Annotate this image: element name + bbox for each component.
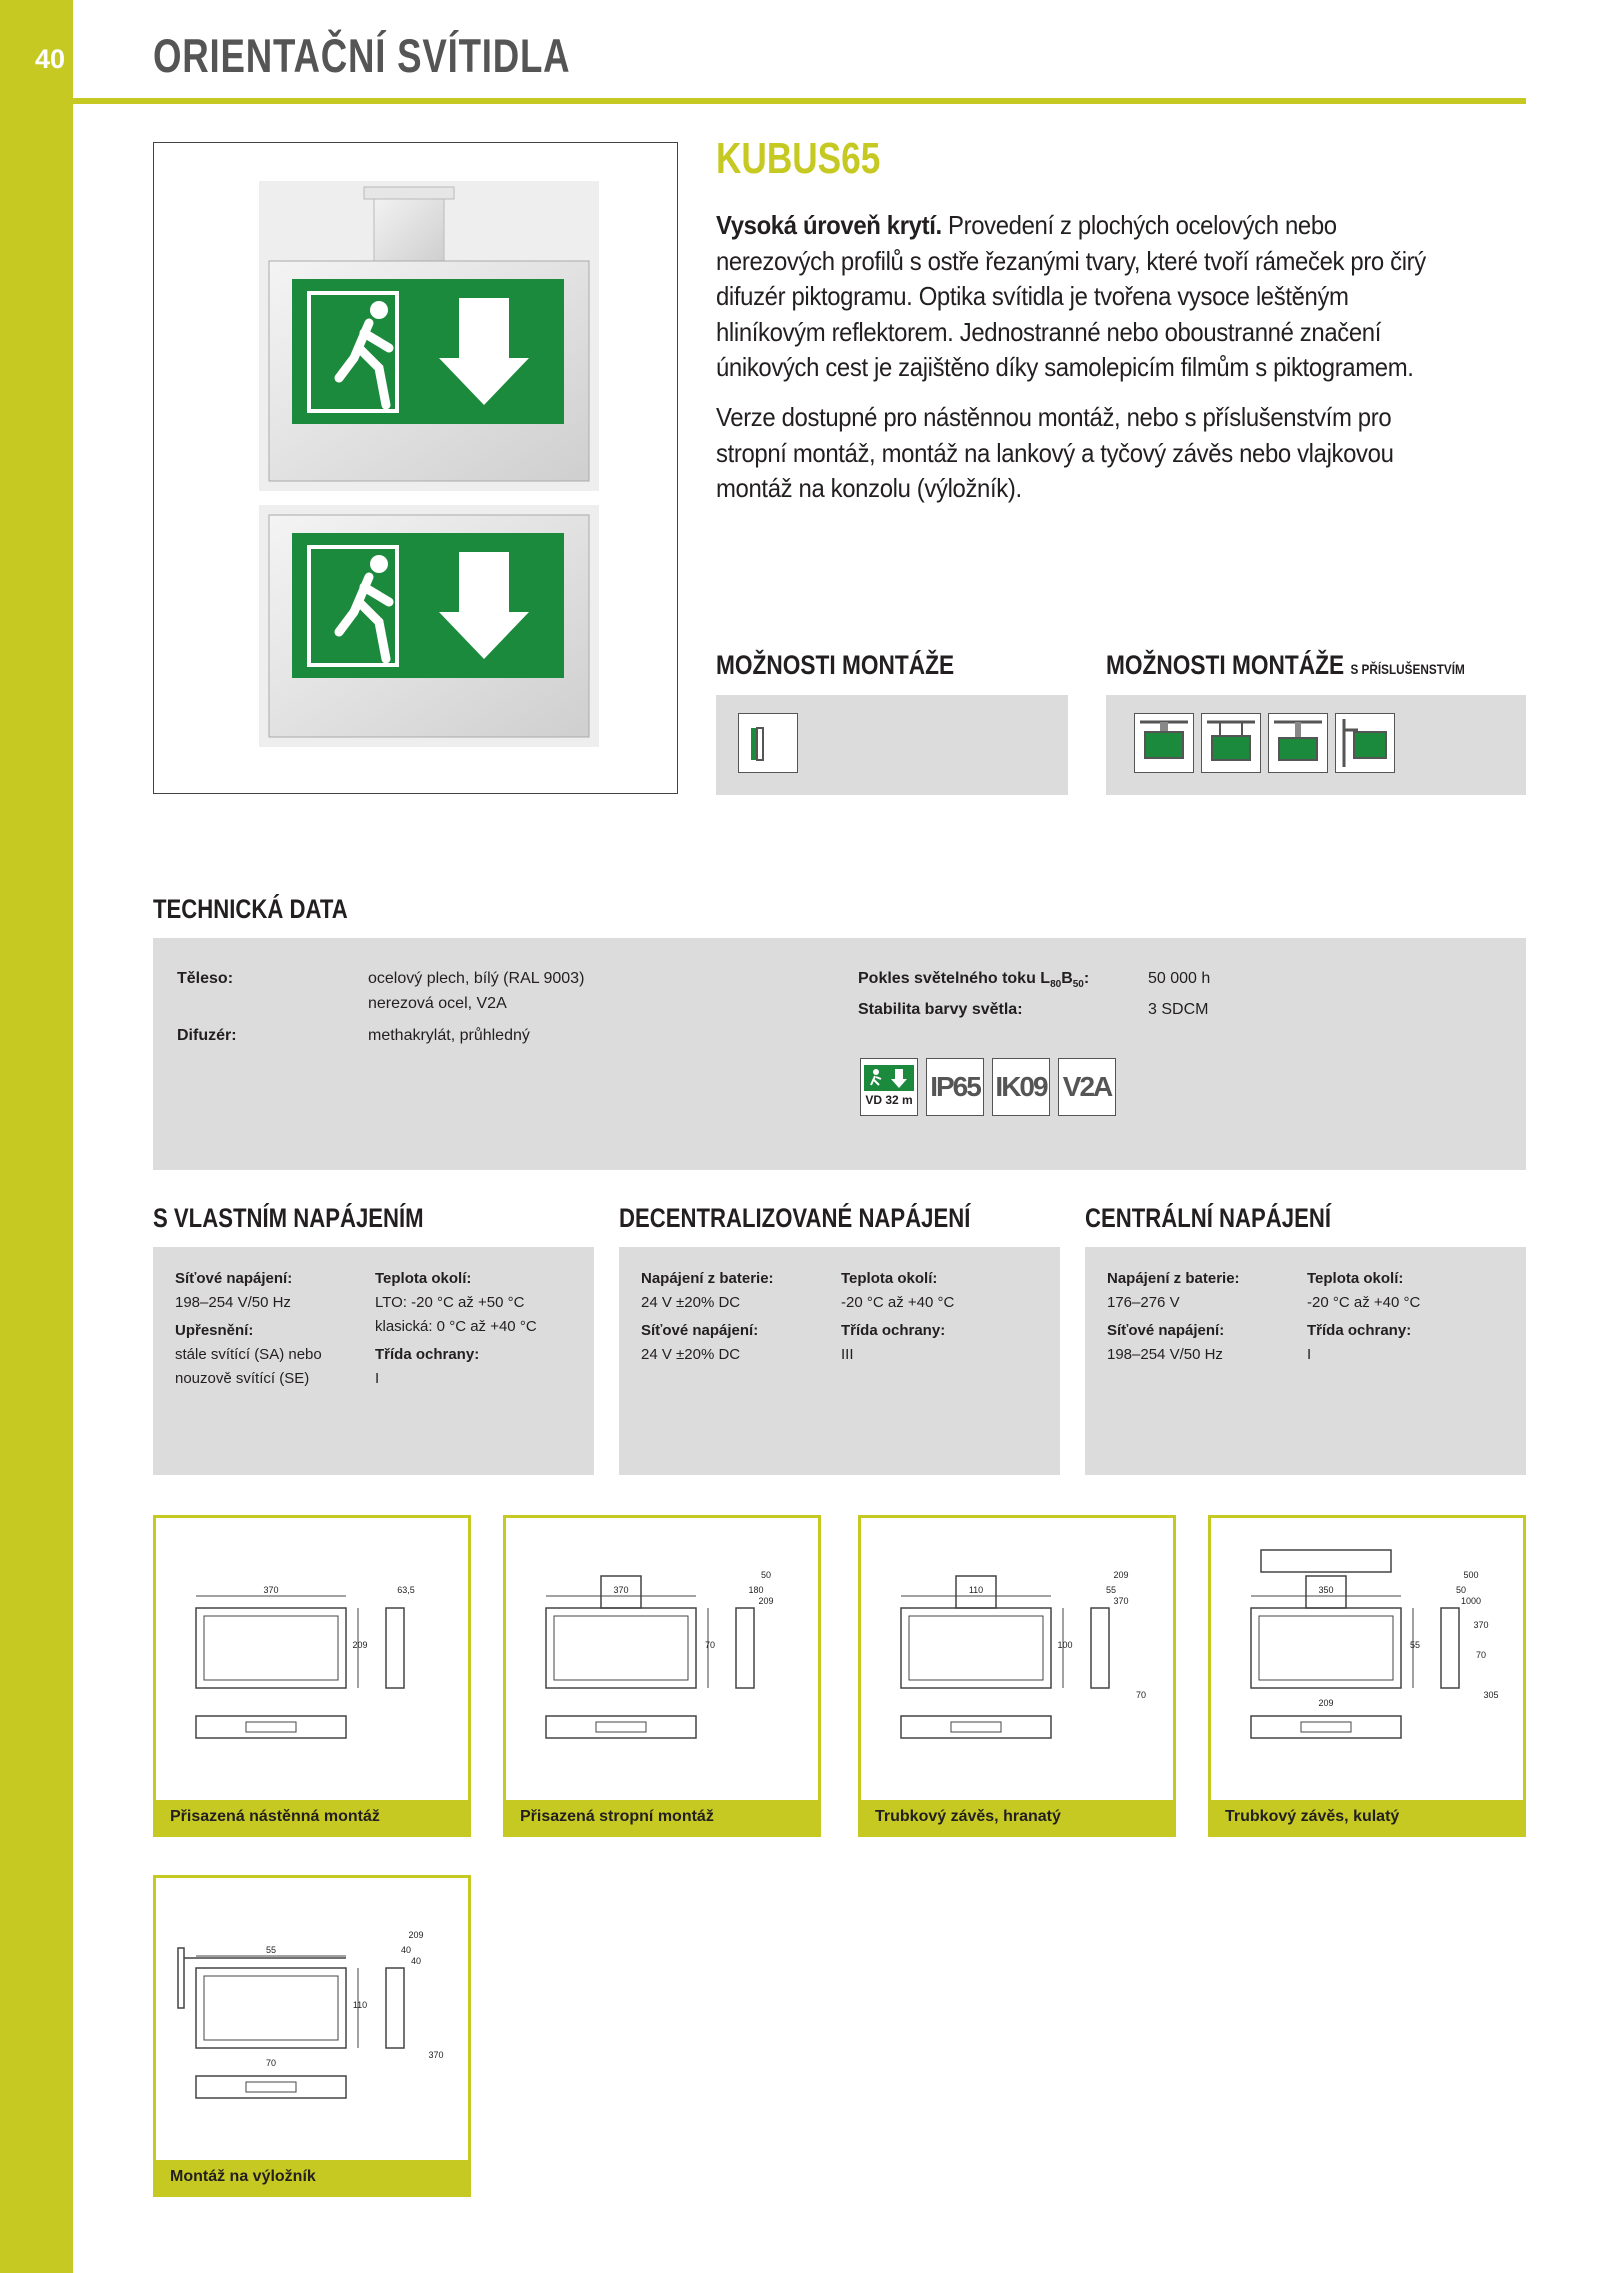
supply-value: III bbox=[841, 1346, 854, 1363]
mounting-accessory-suffix: S PŘÍSLUŠENSTVÍM bbox=[1350, 661, 1465, 677]
dimension-label: 70 bbox=[265, 2058, 277, 2068]
supply-value: stále svítící (SA) nebo bbox=[175, 1346, 322, 1363]
flux-label: Pokles světelného toku $L_{80}B_{50}$: bbox=[858, 970, 1090, 991]
visibility-distance-badge bbox=[860, 1058, 918, 1116]
dimension-label: 209 bbox=[352, 1640, 368, 1650]
supply-value: 198–254 V/50 Hz bbox=[175, 1294, 291, 1311]
dimension-label: 350 bbox=[1318, 1585, 1334, 1595]
dimension-label: 1000 bbox=[1460, 1596, 1482, 1606]
dimension-label: 370 bbox=[1473, 1620, 1489, 1630]
product-description bbox=[716, 208, 1443, 521]
ik-rating-badge: IK09 bbox=[992, 1058, 1050, 1116]
dimension-label: 305 bbox=[1483, 1690, 1499, 1700]
color-stability-value: 3 SDCM bbox=[1148, 1001, 1209, 1018]
dimension-drawing bbox=[1211, 1518, 1523, 1800]
supply-value: klasická: 0 °C až +40 °C bbox=[375, 1318, 537, 1335]
mounting-drawing bbox=[858, 1515, 1176, 1837]
dimension-label: 40 bbox=[410, 1956, 422, 1966]
dimension-label: 70 bbox=[1135, 1690, 1147, 1700]
steel-grade-badge: V2A bbox=[1058, 1058, 1116, 1116]
supply-label: Teplota okolí: bbox=[375, 1270, 472, 1287]
dimension-label: 110 bbox=[968, 1585, 984, 1595]
drawing-caption: Trubkový závěs, hranatý bbox=[861, 1800, 1173, 1834]
body-label: Těleso: bbox=[177, 970, 234, 987]
ip-rating-badge: IP65 bbox=[926, 1058, 984, 1116]
tech-data-box bbox=[153, 938, 1526, 1170]
supply-value: 24 V ±20% DC bbox=[641, 1346, 741, 1363]
supply-label: Síťové napájení: bbox=[175, 1270, 293, 1287]
dimension-label: 70 bbox=[1475, 1650, 1487, 1660]
mounting-accessory-title: MOŽNOSTI MONTÁŽE S PŘÍSLUŠENSTVÍM bbox=[1106, 650, 1465, 680]
visibility-distance-text: VD 32 m bbox=[865, 1093, 913, 1107]
dimension-label: 209 bbox=[1318, 1698, 1334, 1708]
supply-label: Upřesnění: bbox=[175, 1322, 254, 1339]
supply-label: Třída ochrany: bbox=[841, 1322, 946, 1339]
dimension-drawing bbox=[861, 1518, 1173, 1800]
drawing-caption: Trubkový závěs, kulatý bbox=[1211, 1800, 1523, 1834]
body-value-2: nerezová ocel, V2A bbox=[368, 995, 507, 1012]
supply-label: Teplota okolí: bbox=[841, 1270, 938, 1287]
supply-value: LTO: -20 °C až +50 °C bbox=[375, 1294, 525, 1311]
mounting-accessory-box bbox=[1106, 695, 1526, 795]
dimension-label: 209 bbox=[758, 1596, 774, 1606]
body-value-1: ocelový plech, bílý (RAL 9003) bbox=[368, 970, 585, 987]
supply-title: CENTRÁLNÍ NAPÁJENÍ bbox=[1085, 1203, 1332, 1233]
dimension-label: 100 bbox=[1057, 1640, 1073, 1650]
diffuser-value: methakrylát, průhledný bbox=[368, 1027, 530, 1044]
product-title: KUBUS65 bbox=[716, 134, 881, 183]
dimension-label: 40 bbox=[400, 1945, 412, 1955]
dimension-label: 180 bbox=[748, 1585, 764, 1595]
dimension-label: 370 bbox=[613, 1585, 629, 1595]
dimension-label: 55 bbox=[265, 1945, 277, 1955]
supply-value: nouzově svítící (SE) bbox=[175, 1370, 310, 1387]
supply-label: Třída ochrany: bbox=[375, 1346, 480, 1363]
rod-suspension-icon bbox=[1268, 713, 1328, 773]
dimension-label: 209 bbox=[408, 1930, 424, 1940]
page-number: 40 bbox=[35, 44, 66, 74]
page-title: ORIENTAČNÍ SVÍTIDLA bbox=[153, 29, 571, 82]
mounting-drawing bbox=[153, 1515, 471, 1837]
color-stability-label: Stabilita barvy světla: bbox=[858, 1001, 1023, 1018]
supply-value: 24 V ±20% DC bbox=[641, 1294, 741, 1311]
mounting-drawing bbox=[153, 1875, 471, 2197]
dimension-label: 500 bbox=[1463, 1570, 1479, 1580]
mounting-drawing bbox=[503, 1515, 821, 1837]
dimension-drawing bbox=[156, 1518, 468, 1800]
supply-label: Síťové napájení: bbox=[641, 1322, 759, 1339]
dimension-label: 370 bbox=[1113, 1596, 1129, 1606]
dimension-label: 63,5 bbox=[397, 1585, 415, 1595]
supply-title: S VLASTNÍM NAPÁJENÍM bbox=[153, 1203, 424, 1233]
supply-value: -20 °C až +40 °C bbox=[1307, 1294, 1421, 1311]
supply-value: 176–276 V bbox=[1107, 1294, 1180, 1311]
dimension-drawing bbox=[156, 1878, 468, 2160]
supply-value: I bbox=[1307, 1346, 1312, 1363]
title-rule bbox=[73, 98, 1526, 104]
description-paragraph-2: Verze dostupné pro nástěnnou montáž, nebo s příslušenstvím pro stropní montáž, montáž na lankový a tyčový závěs nebo vlajkovou montáž na konzolu (výložník). bbox=[716, 401, 1394, 504]
ceiling-mount-icon bbox=[1134, 713, 1194, 773]
dimension-label: 70 bbox=[704, 1640, 716, 1650]
description-lead: Vysoká úroveň krytí. bbox=[716, 210, 942, 240]
supply-label: Napájení z baterie: bbox=[1107, 1270, 1240, 1287]
supply-label: Třída ochrany: bbox=[1307, 1322, 1412, 1339]
sidebar-band bbox=[0, 0, 73, 2273]
mounting-drawing bbox=[1208, 1515, 1526, 1837]
supply-label: Napájení z baterie: bbox=[641, 1270, 774, 1287]
dimension-label: 55 bbox=[1409, 1640, 1421, 1650]
wall-mount-icon bbox=[738, 713, 798, 773]
drawing-caption: Montáž na výložník bbox=[156, 2160, 468, 2194]
mounting-options-box bbox=[716, 695, 1068, 795]
supply-value: I bbox=[375, 1370, 380, 1387]
supply-value: 198–254 V/50 Hz bbox=[1107, 1346, 1223, 1363]
dimension-label: 370 bbox=[263, 1585, 279, 1595]
flux-value: 50 000 h bbox=[1148, 970, 1211, 987]
bracket-mount-icon bbox=[1335, 713, 1395, 773]
supply-value: -20 °C až +40 °C bbox=[841, 1294, 955, 1311]
tech-data-title: TECHNICKÁ DATA bbox=[153, 894, 348, 924]
description-paragraph-1: Provedení z plochých ocelových nebo nerezových profilů s ostře řezanými tvary, které tvoří rámeček pro čirý difuzér piktogramu. Optika svítidla je tvořena vysoce leštěným hliníkovým reflektorem. Jednostranné nebo oboustranné značení únikových cest je zajištěno díky samolepicím filmům s piktogramem. bbox=[716, 210, 1426, 383]
wire-suspension-icon bbox=[1201, 713, 1261, 773]
supply-title: DECENTRALIZOVANÉ NAPÁJENÍ bbox=[619, 1203, 971, 1233]
dimension-label: 209 bbox=[1113, 1570, 1129, 1580]
supply-label: Teplota okolí: bbox=[1307, 1270, 1404, 1287]
drawing-caption: Přisazená nástěnná montáž bbox=[156, 1800, 468, 1834]
dimension-label: 110 bbox=[352, 2000, 368, 2010]
product-photo bbox=[153, 142, 678, 794]
product-illustration bbox=[154, 143, 679, 795]
dimension-label: 370 bbox=[428, 2050, 444, 2060]
dimension-label: 55 bbox=[1105, 1585, 1117, 1595]
dimension-label: 50 bbox=[760, 1570, 772, 1580]
drawing-caption: Přisazená stropní montáž bbox=[506, 1800, 818, 1834]
diffuser-label: Difuzér: bbox=[177, 1027, 237, 1044]
mounting-title: MOŽNOSTI MONTÁŽE bbox=[716, 650, 955, 680]
supply-label: Síťové napájení: bbox=[1107, 1322, 1225, 1339]
dimension-label: 50 bbox=[1455, 1585, 1467, 1595]
dimension-drawing bbox=[506, 1518, 818, 1800]
